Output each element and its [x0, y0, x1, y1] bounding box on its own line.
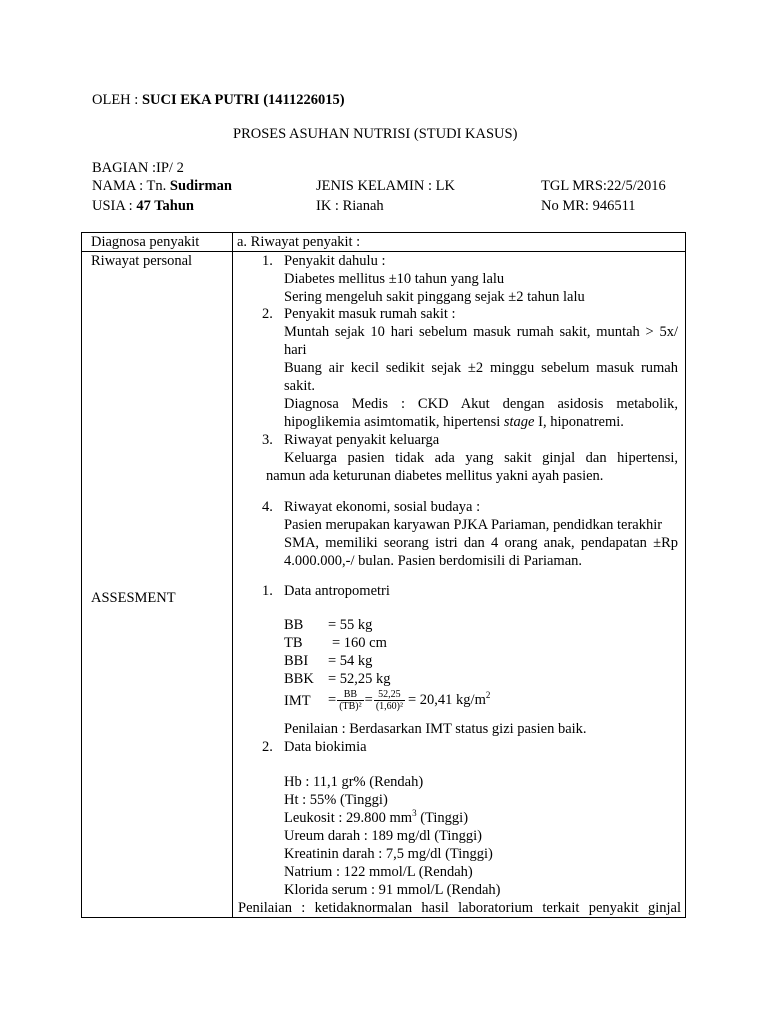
imt-fraction-bb-tb	[337, 689, 363, 712]
column-divider	[232, 233, 233, 917]
usia-value: 47 Tahun	[136, 198, 194, 214]
riwayat-ekonomi-title: Riwayat ekonomi, sosial budaya :	[284, 499, 481, 515]
lab-leukosit-status: (Tinggi)	[416, 810, 469, 826]
bbi-label: BBI	[284, 653, 309, 669]
imt-result-value: = 20,41 kg/m	[407, 691, 486, 708]
antropometri-title: Data antropometri	[284, 583, 390, 599]
imt-equals: =	[364, 691, 373, 708]
penyakit-masuk-title: Penyakit masuk rumah sakit :	[284, 306, 456, 322]
imt-superscript: 2	[485, 689, 491, 700]
bbi-value: = 54 kg	[328, 653, 373, 669]
fraction-numerator: 52,25	[374, 689, 405, 701]
text-line: Buang air kecil sedikit sejak ±2 minggu sebelum masuk rumah	[284, 360, 678, 376]
text-line: Sering mengeluh sakit pinggang sejak ±2 tahun lalu	[284, 289, 585, 305]
riwayat-keluarga-title: Riwayat penyakit keluarga	[284, 432, 440, 448]
text-line: sakit.	[284, 378, 316, 394]
item-number: 2.	[262, 739, 273, 755]
riwayat-header: a. Riwayat penyakit :	[237, 234, 361, 250]
lab-kreatinin: Kreatinin darah : 7,5 mg/dl (Tinggi)	[284, 846, 493, 862]
imt-label: IMT	[284, 693, 311, 709]
jenis-kelamin: JENIS KELAMIN : LK	[316, 178, 455, 194]
penilaian-biokimia: Penilaian : ketidaknormalan hasil laboratorium terkait penyakit ginjal	[238, 900, 681, 916]
tb-label: TB	[284, 635, 303, 651]
item-number: 4.	[262, 499, 273, 515]
bbk-value: = 52,25 kg	[328, 671, 391, 687]
lab-ht: Ht : 55% (Tinggi)	[284, 792, 388, 808]
ik: IK : Rianah	[316, 198, 384, 214]
oleh-label: OLEH :	[92, 92, 139, 108]
text-line: namun ada keturunan diabetes mellitus yakni ayah pasien.	[266, 468, 604, 484]
fraction-denominator: (1,60)²	[375, 700, 403, 712]
text-line: 4.000.000,-/ bulan. Pasien berdomisili di Pariaman.	[284, 553, 583, 569]
penilaian-antropometri: Penilaian : Berdasarkan IMT status gizi pasien baik.	[284, 721, 587, 737]
nama	[92, 178, 232, 195]
imt-result	[407, 689, 491, 709]
no-mr: No MR: 946511	[541, 198, 636, 214]
text-line: Diagnosa Medis : CKD Akut dengan asidosis metabolik,	[284, 396, 678, 412]
lab-natrium: Natrium : 122 mmol/L (Rendah)	[284, 864, 473, 880]
item-number: 1.	[262, 253, 273, 269]
label-assesment: ASSESMENT	[91, 590, 176, 606]
lab-klorida: Klorida serum : 91 mmol/L (Rendah)	[284, 882, 501, 898]
usia	[92, 198, 194, 215]
lab-leukosit	[284, 809, 468, 827]
text-italic: stage	[503, 414, 535, 430]
text-line: SMA, memiliki seorang istri dan 4 orang anak, pendapatan ±Rp	[284, 535, 678, 551]
penyakit-dahulu-title: Penyakit dahulu :	[284, 253, 386, 269]
tb-value: = 160 cm	[332, 635, 387, 651]
author-name: SUCI EKA PUTRI (1411226015)	[141, 92, 345, 108]
bbk-label: BBK	[284, 671, 314, 687]
biokimia-title: Data biokimia	[284, 739, 367, 755]
imt-fraction-values	[374, 689, 405, 712]
fraction-denominator: (TB)²	[339, 700, 362, 712]
lab-leukosit-value: Leukosit : 29.800 mm	[284, 810, 413, 826]
label-riwayat-personal: Riwayat personal	[91, 253, 193, 269]
lab-hb: Hb : 11,1 gr% (Rendah)	[284, 774, 424, 790]
text-line: hari	[284, 342, 307, 358]
bagian: BAGIAN :IP/ 2	[92, 160, 184, 176]
text-fragment: hipoglikemia asimtomatik, hipertensi	[284, 414, 501, 430]
page-title: PROSES ASUHAN NUTRISI (STUDI KASUS)	[233, 126, 518, 142]
item-number: 2.	[262, 306, 273, 322]
bb-label: BB	[284, 617, 304, 633]
author-line	[92, 92, 345, 109]
nama-value: Sudirman	[169, 178, 232, 194]
text-line: Keluarga pasien tidak ada yang sakit ginjal dan hipertensi,	[284, 450, 678, 466]
text-line: Diabetes mellitus ±10 tahun yang lalu	[284, 271, 505, 287]
nama-label: NAMA : Tn.	[92, 178, 167, 194]
fraction-numerator: BB	[337, 689, 363, 701]
imt-formula	[328, 685, 490, 715]
item-number: 1.	[262, 583, 273, 599]
text-line	[284, 413, 624, 431]
imt-equals: =	[328, 691, 337, 708]
tgl-mrs: TGL MRS:22/5/2016	[541, 178, 666, 194]
text-line: Muntah sejak 10 hari sebelum masuk rumah sakit, muntah > 5x/	[284, 324, 678, 340]
text-fragment: I, hiponatremi.	[538, 414, 624, 430]
bb-value: = 55 kg	[328, 617, 373, 633]
lab-leukosit-superscript: 3	[412, 808, 417, 819]
lab-ureum: Ureum darah : 189 mg/dl (Tinggi)	[284, 828, 483, 844]
text-line: Pasien merupakan karyawan PJKA Pariaman, pendidkan terakhir	[284, 517, 663, 533]
item-number: 3.	[262, 432, 273, 448]
label-diagnosa: Diagnosa penyakit	[91, 234, 200, 250]
usia-label: USIA :	[92, 198, 133, 214]
nutrition-table	[81, 232, 686, 918]
